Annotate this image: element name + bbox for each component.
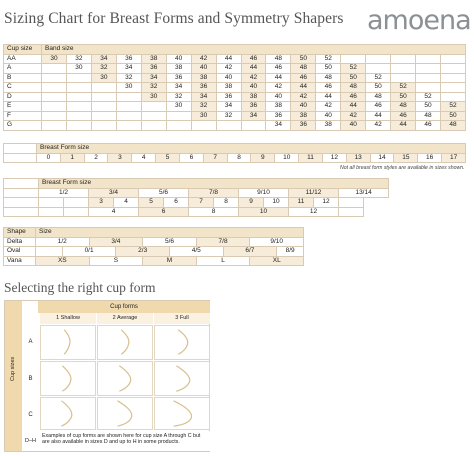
band-cell [116, 111, 141, 121]
size-cell: 12 [322, 153, 346, 163]
band-cell [66, 121, 91, 131]
band-cell: 46 [316, 83, 341, 93]
band-cell [416, 54, 441, 64]
band-cell: 40 [166, 54, 191, 64]
brand-logo: amoena [367, 5, 471, 36]
band-cell: 42 [366, 121, 391, 131]
row-label-b: B [28, 376, 33, 382]
cup-shape-c-average [97, 397, 153, 430]
size-cell: 10 [264, 198, 289, 208]
band-cell: 38 [241, 92, 266, 102]
cup-forms-footnote: Examples of cup forms are shown here for cup size A through C but are also available in sizes D and up to H in some products. [38, 431, 210, 451]
row-label-c: C [28, 412, 33, 418]
pair-cell: 1/2 [39, 188, 89, 198]
size-cell: 14 [370, 153, 394, 163]
band-cell: 40 [241, 83, 266, 93]
band-cell [141, 111, 166, 121]
band-cell [416, 64, 441, 74]
size-cell: 10 [275, 153, 299, 163]
band-cell: 50 [341, 73, 366, 83]
band-cell: 52 [341, 64, 366, 74]
size-cell: 6 [139, 207, 189, 217]
pair-cell: 3/4 [89, 188, 139, 198]
band-cell: 50 [441, 111, 466, 121]
cup-forms-header: Cup forms [38, 301, 210, 313]
band-cell [191, 121, 216, 131]
band-cell: 42 [291, 92, 316, 102]
band-cell: 42 [191, 54, 216, 64]
band-cell: 36 [241, 102, 266, 112]
band-cell [366, 54, 391, 64]
band-cell: 44 [341, 102, 366, 112]
band-cell: 48 [391, 102, 416, 112]
band-cell: 40 [341, 121, 366, 131]
band-cell [391, 54, 416, 64]
band-cell: 32 [116, 73, 141, 83]
band-cell: 50 [291, 54, 316, 64]
size-cell: 9 [239, 198, 264, 208]
band-cell [441, 73, 466, 83]
band-cell: 36 [191, 83, 216, 93]
column-full: 3 Full [154, 313, 210, 324]
shape-label: Delta [4, 237, 36, 247]
band-cell: 46 [366, 102, 391, 112]
band-cell [66, 83, 91, 93]
size-cell: 0/1 [62, 247, 116, 257]
breast-form-size-row [3, 143, 466, 163]
band-cell [116, 92, 141, 102]
band-cell: 48 [441, 121, 466, 131]
band-cell: 30 [191, 111, 216, 121]
table-row [4, 121, 466, 131]
size-cell: 12 [289, 207, 339, 217]
availability-note: Not all breast form styles are available in sizes shown. [340, 165, 465, 171]
band-cell: 30 [116, 83, 141, 93]
band-cell: 48 [291, 64, 316, 74]
band-cell: 36 [141, 64, 166, 74]
breast-form-size-table [3, 178, 389, 217]
band-cell: 46 [291, 73, 316, 83]
size-cell: 16 [418, 153, 442, 163]
band-cell [441, 54, 466, 64]
band-cell: 30 [141, 92, 166, 102]
cup-label: G [4, 121, 42, 131]
size-cell: 4 [114, 198, 139, 208]
table-row [4, 73, 466, 83]
band-cell: 40 [316, 111, 341, 121]
band-cell: 40 [291, 102, 316, 112]
band-cell: 34 [116, 64, 141, 74]
band-cell: 50 [366, 83, 391, 93]
size-cell: XS [36, 256, 90, 266]
shape-label: Vana [4, 256, 36, 266]
cup-shape-a-full [154, 325, 210, 360]
cup-label: B [4, 73, 42, 83]
size-cell: 6 [164, 198, 189, 208]
table-row [4, 111, 466, 121]
cup-shape-c-full [154, 397, 210, 430]
band-cell: 52 [366, 73, 391, 83]
cup-size-header: Cup size [4, 45, 42, 55]
band-cell: 30 [91, 73, 116, 83]
size-cell: 12 [314, 198, 339, 208]
row-label-d-h: D–H [24, 438, 36, 444]
band-cell: 36 [116, 54, 141, 64]
band-cell: 36 [166, 73, 191, 83]
band-cell [91, 83, 116, 93]
band-cell: 40 [266, 92, 291, 102]
band-cell: 36 [266, 111, 291, 121]
table-row [4, 247, 304, 257]
band-cell: 48 [316, 73, 341, 83]
cup-shape-c-shallow [40, 397, 96, 430]
band-cell: 44 [291, 83, 316, 93]
band-cell: 38 [216, 83, 241, 93]
band-cell: 50 [391, 92, 416, 102]
band-cell: 44 [391, 121, 416, 131]
band-cell [91, 102, 116, 112]
band-cell: 32 [66, 54, 91, 64]
band-cell: 44 [216, 54, 241, 64]
pair-cell: 13/14 [339, 188, 389, 198]
band-cell [166, 111, 191, 121]
band-cell: 38 [141, 54, 166, 64]
cup-shape-a-average [97, 325, 153, 360]
band-cell: 38 [191, 73, 216, 83]
band-cell: 50 [316, 64, 341, 74]
size-cell: 2/3 [116, 247, 170, 257]
band-cell [91, 121, 116, 131]
size-cell: 2 [84, 153, 108, 163]
band-cell [116, 121, 141, 131]
table-row [4, 83, 466, 93]
size-cell: 5/6 [143, 237, 197, 247]
size-cell: 4 [89, 207, 139, 217]
band-cell: 34 [141, 73, 166, 83]
size-cell: 3/4 [89, 237, 143, 247]
page-title: Sizing Chart for Breast Forms and Symmetry Shapers [4, 10, 344, 27]
band-cell: 44 [241, 64, 266, 74]
band-cell [441, 64, 466, 74]
band-cell: 38 [291, 111, 316, 121]
band-cell [166, 121, 191, 131]
band-cell [42, 111, 67, 121]
size-cell: 3 [89, 198, 114, 208]
size-cell: 8/9 [277, 247, 304, 257]
pair-cell: 7/8 [189, 188, 239, 198]
band-cell [42, 121, 67, 131]
band-cell: 52 [391, 83, 416, 93]
band-cell: 30 [166, 102, 191, 112]
size-cell: M [143, 256, 197, 266]
band-cell [116, 102, 141, 112]
cup-shape-b-average [97, 361, 153, 396]
band-cell [66, 92, 91, 102]
band-cell: 34 [166, 83, 191, 93]
band-cell [391, 64, 416, 74]
band-cell: 32 [191, 102, 216, 112]
band-cell: 34 [191, 92, 216, 102]
band-cell: 34 [241, 111, 266, 121]
band-cell [141, 121, 166, 131]
band-cell [216, 121, 241, 131]
band-cell: 46 [266, 64, 291, 74]
size-cell: 9 [251, 153, 275, 163]
band-cell [241, 121, 266, 131]
pair-cell: 5/6 [139, 188, 189, 198]
band-cell: 52 [416, 92, 441, 102]
size-cell: 1 [60, 153, 84, 163]
band-cell: 40 [191, 64, 216, 74]
band-cell: 34 [266, 121, 291, 131]
band-cell: 46 [341, 92, 366, 102]
cup-shape-b-full [154, 361, 210, 396]
band-size-header: Band size [42, 45, 466, 55]
band-size-table [3, 44, 466, 131]
cup-shape-a-shallow [40, 325, 96, 360]
column-average: 2 Average [97, 313, 153, 324]
size-cell: 13 [346, 153, 370, 163]
band-cell: 36 [291, 121, 316, 131]
band-cell: 44 [366, 111, 391, 121]
band-cell: 42 [266, 83, 291, 93]
cup-label: C [4, 83, 42, 93]
table-row [4, 64, 466, 74]
band-cell [91, 92, 116, 102]
band-cell: 32 [216, 111, 241, 121]
band-cell [141, 102, 166, 112]
band-cell: 42 [241, 73, 266, 83]
size-cell: 10 [239, 207, 289, 217]
band-cell: 34 [91, 54, 116, 64]
band-cell: 32 [141, 83, 166, 93]
size-cell: 5 [139, 198, 164, 208]
table-row [4, 54, 466, 64]
column-shallow: 1 Shallow [40, 313, 96, 324]
cup-form-panel [4, 300, 210, 452]
cup-shape-b-shallow [40, 361, 96, 396]
size-header: Size [36, 228, 304, 238]
size-cell: 4 [132, 153, 156, 163]
shape-size-table [3, 227, 304, 266]
band-cell [66, 73, 91, 83]
band-cell: 42 [341, 111, 366, 121]
band-cell: 50 [416, 102, 441, 112]
row-label-a: A [28, 339, 33, 345]
band-cell: 48 [341, 83, 366, 93]
section-title: Selecting the right cup form [4, 280, 156, 295]
band-cell [66, 111, 91, 121]
band-cell [441, 92, 466, 102]
size-cell: 8 [189, 207, 239, 217]
cup-label: D [4, 92, 42, 102]
size-cell: 9/10 [250, 237, 304, 247]
size-cell: S [89, 256, 143, 266]
breast-form-size-header: Breast Form size [37, 144, 466, 154]
size-cell: 6/7 [223, 247, 277, 257]
cup-label: E [4, 102, 42, 112]
table-row [4, 237, 304, 247]
band-cell [42, 83, 67, 93]
band-cell: 48 [416, 111, 441, 121]
cup-label: A [4, 64, 42, 74]
band-cell [42, 92, 67, 102]
band-cell [42, 64, 67, 74]
band-cell [91, 111, 116, 121]
band-cell: 42 [316, 102, 341, 112]
band-cell: 36 [216, 92, 241, 102]
size-cell: 11 [299, 153, 323, 163]
band-cell: 46 [241, 54, 266, 64]
band-cell [42, 102, 67, 112]
size-cell: 0 [37, 153, 61, 163]
band-cell [416, 73, 441, 83]
band-cell: 30 [66, 64, 91, 74]
size-cell: 8 [214, 198, 239, 208]
size-cell: 15 [394, 153, 418, 163]
size-cell: 7 [189, 198, 214, 208]
band-cell: 34 [216, 102, 241, 112]
band-cell [42, 73, 67, 83]
band-cell [341, 54, 366, 64]
size-cell: 17 [442, 153, 466, 163]
band-cell: 48 [366, 92, 391, 102]
size-cell: 3 [108, 153, 132, 163]
cup-sizes-label: Cup sizes [10, 356, 16, 381]
breast-form-size-header-2: Breast Form size [39, 179, 389, 189]
size-cell: 5 [156, 153, 180, 163]
band-cell: 52 [441, 102, 466, 112]
shape-label: Oval [4, 247, 36, 257]
band-cell: 46 [416, 121, 441, 131]
size-cell: 7 [203, 153, 227, 163]
size-cell: L [196, 256, 250, 266]
pair-cell: 9/10 [239, 188, 289, 198]
table-row [4, 256, 304, 266]
band-cell: 32 [166, 92, 191, 102]
band-cell: 38 [266, 102, 291, 112]
band-cell: 42 [216, 64, 241, 74]
band-cell [391, 73, 416, 83]
size-cell: XL [250, 256, 304, 266]
band-cell: 40 [216, 73, 241, 83]
band-cell: 38 [166, 64, 191, 74]
pair-cell: 11/12 [289, 188, 339, 198]
table-row [4, 92, 466, 102]
band-cell: 52 [316, 54, 341, 64]
table-row [4, 102, 466, 112]
size-cell: 7/8 [196, 237, 250, 247]
band-cell: 44 [266, 73, 291, 83]
band-cell [441, 83, 466, 93]
band-cell [366, 64, 391, 74]
band-cell: 30 [42, 54, 67, 64]
band-cell [66, 102, 91, 112]
shape-header: Shape [4, 228, 36, 238]
cup-label: F [4, 111, 42, 121]
size-cell: 6 [179, 153, 203, 163]
size-cell: 1/2 [36, 237, 90, 247]
band-cell [416, 83, 441, 93]
band-cell: 32 [91, 64, 116, 74]
band-cell: 44 [316, 92, 341, 102]
band-cell: 38 [316, 121, 341, 131]
size-cell: 4/5 [169, 247, 223, 257]
band-cell: 46 [391, 111, 416, 121]
cup-label: AA [4, 54, 42, 64]
size-cell: 8 [227, 153, 251, 163]
band-cell: 48 [266, 54, 291, 64]
size-cell: 11 [289, 198, 314, 208]
